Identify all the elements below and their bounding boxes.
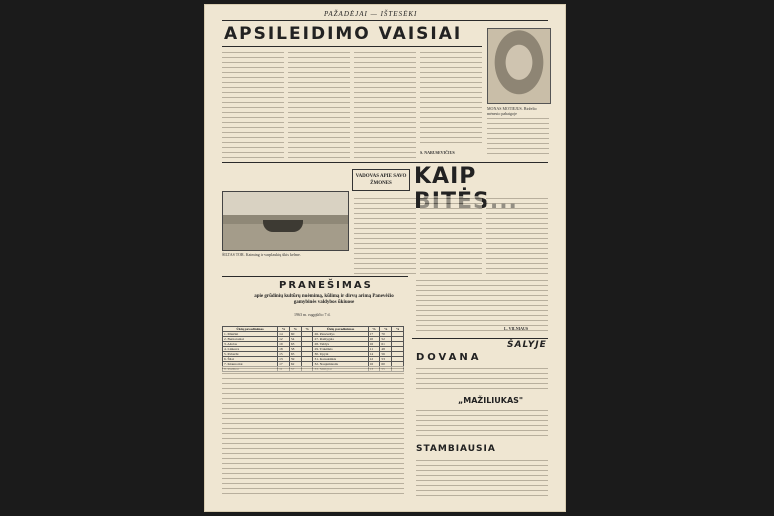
signature: S. NARUSEVIČIUS <box>420 150 455 155</box>
table-cell: 60 <box>289 332 301 337</box>
table-cell: 11 <box>368 347 380 352</box>
table-cell: 2. Bernatoniai <box>223 337 278 342</box>
signature-2: L. VILNIAUS <box>504 326 529 331</box>
table-cell: 16 <box>368 342 380 347</box>
maziliukas-text <box>416 408 548 440</box>
table-cell: 52 <box>380 337 392 342</box>
article-column <box>288 50 350 158</box>
article-text <box>416 278 548 334</box>
salyje-heading: ŠALYJE <box>507 340 547 350</box>
table-cell: 53 <box>380 357 392 362</box>
newspaper-page <box>204 4 566 512</box>
table-cell: 61 <box>380 342 392 347</box>
table-cell: 10 <box>368 337 380 342</box>
dovana-heading: DOVANA <box>416 352 482 363</box>
article-column <box>420 196 482 274</box>
table-cell: 19 <box>278 342 290 347</box>
table-cell: 15 <box>278 352 290 357</box>
article-column <box>486 196 548 274</box>
table-cell: 12 <box>278 337 290 342</box>
vadovas-box: VADOVAS APIE SAVO ŽMONES <box>352 169 410 191</box>
table-cell: 17 <box>368 332 380 337</box>
stambiausia-heading: STAMBIAUSIA <box>416 444 496 454</box>
table-cell: 3. Ažolas <box>223 342 278 347</box>
table-header-cell: % <box>392 327 404 332</box>
top-rule <box>222 20 548 21</box>
table-cell: 31. Karsakiškis <box>313 357 368 362</box>
article-column <box>420 50 482 146</box>
table-cell: 13 <box>278 357 290 362</box>
table-cell: 59 <box>289 357 301 362</box>
portrait-caption-text <box>487 116 549 158</box>
stambiausia-text <box>416 458 548 496</box>
table-cell: 18 <box>278 347 290 352</box>
headline-kaip-bites: KAIP <box>414 164 477 189</box>
table-cell: 63 <box>289 342 301 347</box>
table-cell: 14 <box>368 352 380 357</box>
article-column <box>222 50 284 158</box>
notice-rule <box>222 276 408 277</box>
table-cell: 70 <box>380 332 392 337</box>
portrait-photo <box>487 28 551 104</box>
table-header-cell: Ūkių pavadinimas <box>313 327 368 332</box>
table-header-cell: % <box>368 327 380 332</box>
notice-title: PRANEŠIMAS <box>279 280 373 291</box>
dovana-text <box>416 366 548 392</box>
photo-caption: ŠILTAS TOR. Kaiming ir varplaukių ūkis kelme. <box>222 252 301 257</box>
table-header-cell: Ūkių pavadinimas <box>223 327 278 332</box>
table-cell: 5. Paberžė <box>223 352 278 357</box>
table-more-rows <box>222 366 404 496</box>
table-cell: 28. Velžys <box>313 342 368 347</box>
table-cell: 7. Kiaunoriai <box>223 362 278 367</box>
table-cell: 14 <box>278 332 290 337</box>
portrait-caption: MONAS MOTIEJUS. Birželio mėnesio pabaigoje <box>487 106 537 116</box>
table-cell: 48 <box>380 347 392 352</box>
table-header-cell: % <box>289 327 301 332</box>
notice-date: 1963 m. rugpjūčio 7 d. <box>294 312 331 317</box>
table-cell: 30. Upytė <box>313 352 368 357</box>
table-cell: 56 <box>380 352 392 357</box>
kicker: PAŽADĖJAI — IŠTESĖKI <box>324 10 418 18</box>
table-header-cell: % <box>278 327 290 332</box>
table-cell: 58 <box>289 347 301 352</box>
table-cell: 32. Naujamiestis <box>313 362 368 367</box>
notice-subtitle: apie grūdinių kultūrų nuėmimą, kūlimą ir dirvų arimą Panevėžio gamybinės valdybos ūkiuose <box>254 294 394 305</box>
table-cell: 4. Linkuva <box>223 347 278 352</box>
table-header-cell: % <box>301 327 313 332</box>
table-cell: 12 <box>368 357 380 362</box>
table-cell: 62 <box>289 362 301 367</box>
table-header-cell: % <box>380 327 392 332</box>
headline-apsileidimo: APSILEIDIMO VAISIAI <box>224 24 463 44</box>
table-cell: 60 <box>380 362 392 367</box>
section-rule <box>222 162 548 163</box>
table-cell: 27. Ramygala <box>313 337 368 342</box>
article-column <box>354 50 416 158</box>
table-cell: 6. Šilai <box>223 357 278 362</box>
table-cell: 1. Miežiai <box>223 332 278 337</box>
boat-photo <box>222 191 349 251</box>
table-cell: 17 <box>278 362 290 367</box>
headline-rule <box>222 46 482 47</box>
table-cell: 65 <box>289 352 301 357</box>
maziliukas-heading: „MAŽILIUKAS" <box>458 396 524 405</box>
table-cell: 26. Panevėžys <box>313 332 368 337</box>
table-cell: 29. Trakiškis <box>313 347 368 352</box>
table-cell: 16 <box>368 362 380 367</box>
article-column <box>354 196 416 274</box>
salyje-rule <box>412 338 548 339</box>
table-cell: 54 <box>289 337 301 342</box>
